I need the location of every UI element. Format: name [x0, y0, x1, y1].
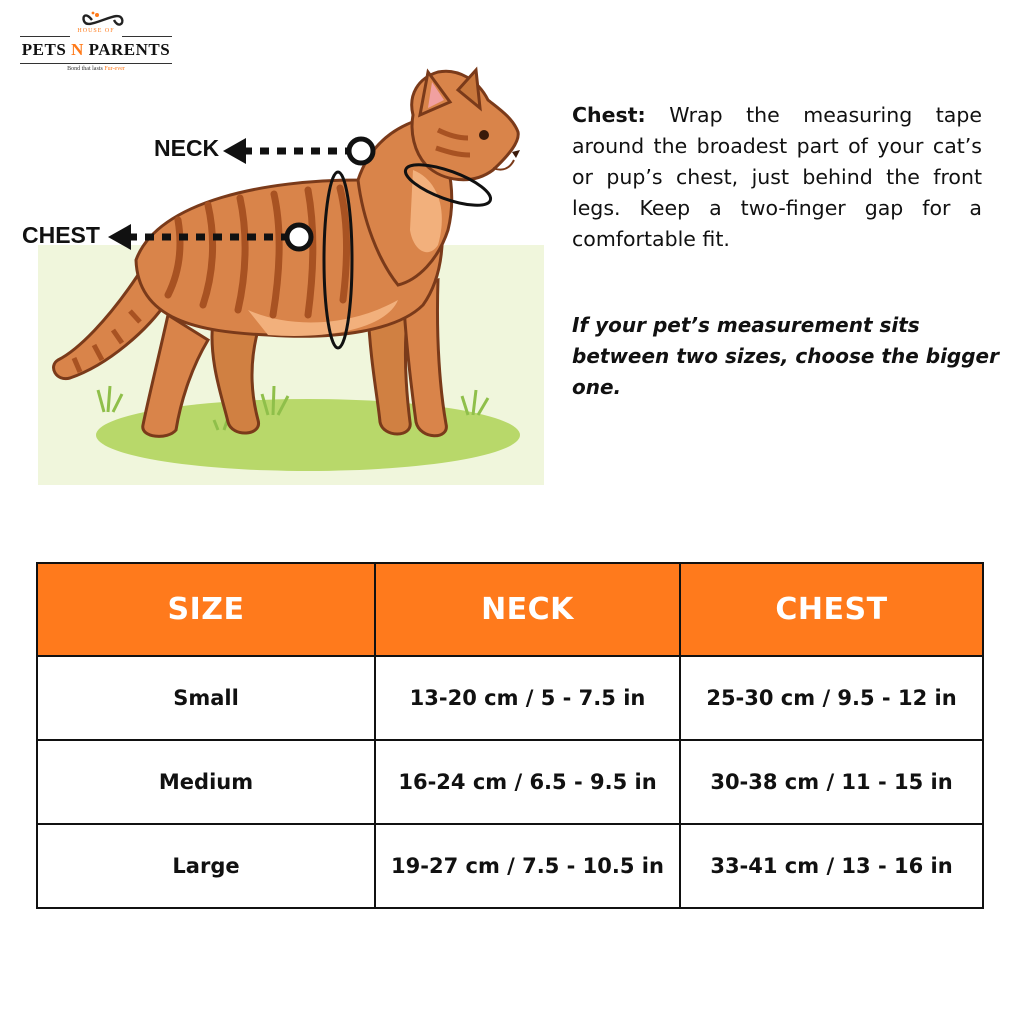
table-header-row	[37, 563, 983, 656]
size-chart-table	[36, 562, 984, 909]
brand-house-of: HOUSE OF	[77, 28, 115, 34]
neck-label: NECK	[154, 135, 220, 161]
cat-measurement-illustration	[18, 60, 558, 490]
table-row	[37, 824, 983, 908]
header-chest: CHEST	[680, 563, 983, 656]
cell-size: Medium	[37, 740, 375, 824]
size-note: If your pet’s measurement sits between two sizes, choose the bigger one.	[572, 313, 999, 399]
cell-size: Large	[37, 824, 375, 908]
cell-neck: 19-27 cm / 7.5 - 10.5 in	[375, 824, 680, 908]
brand-name	[18, 40, 174, 60]
cell-chest: 25-30 cm / 9.5 - 12 in	[680, 656, 983, 740]
cell-neck: 13-20 cm / 5 - 7.5 in	[375, 656, 680, 740]
cell-chest: 33-41 cm / 13 - 16 in	[680, 824, 983, 908]
brand-name-part2: PARENTS	[83, 40, 171, 59]
tagline-accent: Fur-ever	[104, 66, 125, 72]
instructions-heading: Chest:	[572, 103, 646, 127]
logo-divider-left	[20, 36, 70, 37]
brand-name-accent: N	[71, 40, 84, 59]
chest-label: CHEST	[22, 222, 100, 248]
header-neck: NECK	[375, 563, 680, 656]
cat-eye	[479, 130, 489, 140]
instructions-body: Wrap the measuring tape around the broadest part of your cat’s or pup’s chest, just behind the front legs. Keep a two-finger gap for a comfortable fit.	[572, 103, 982, 251]
logo-divider-right	[122, 36, 172, 37]
infinity-paw-icon	[80, 10, 126, 30]
tagline-part1: Bond that lasts	[67, 66, 105, 72]
table-row	[37, 740, 983, 824]
cat-nose	[512, 150, 520, 158]
header-size: SIZE	[37, 563, 375, 656]
table-row	[37, 656, 983, 740]
neck-arrow	[223, 138, 373, 164]
brand-name-part1: PETS	[21, 40, 72, 59]
cell-size: Small	[37, 656, 375, 740]
cell-neck: 16-24 cm / 6.5 - 9.5 in	[375, 740, 680, 824]
chest-instructions	[572, 100, 982, 255]
cell-chest: 30-38 cm / 11 - 15 in	[680, 740, 983, 824]
